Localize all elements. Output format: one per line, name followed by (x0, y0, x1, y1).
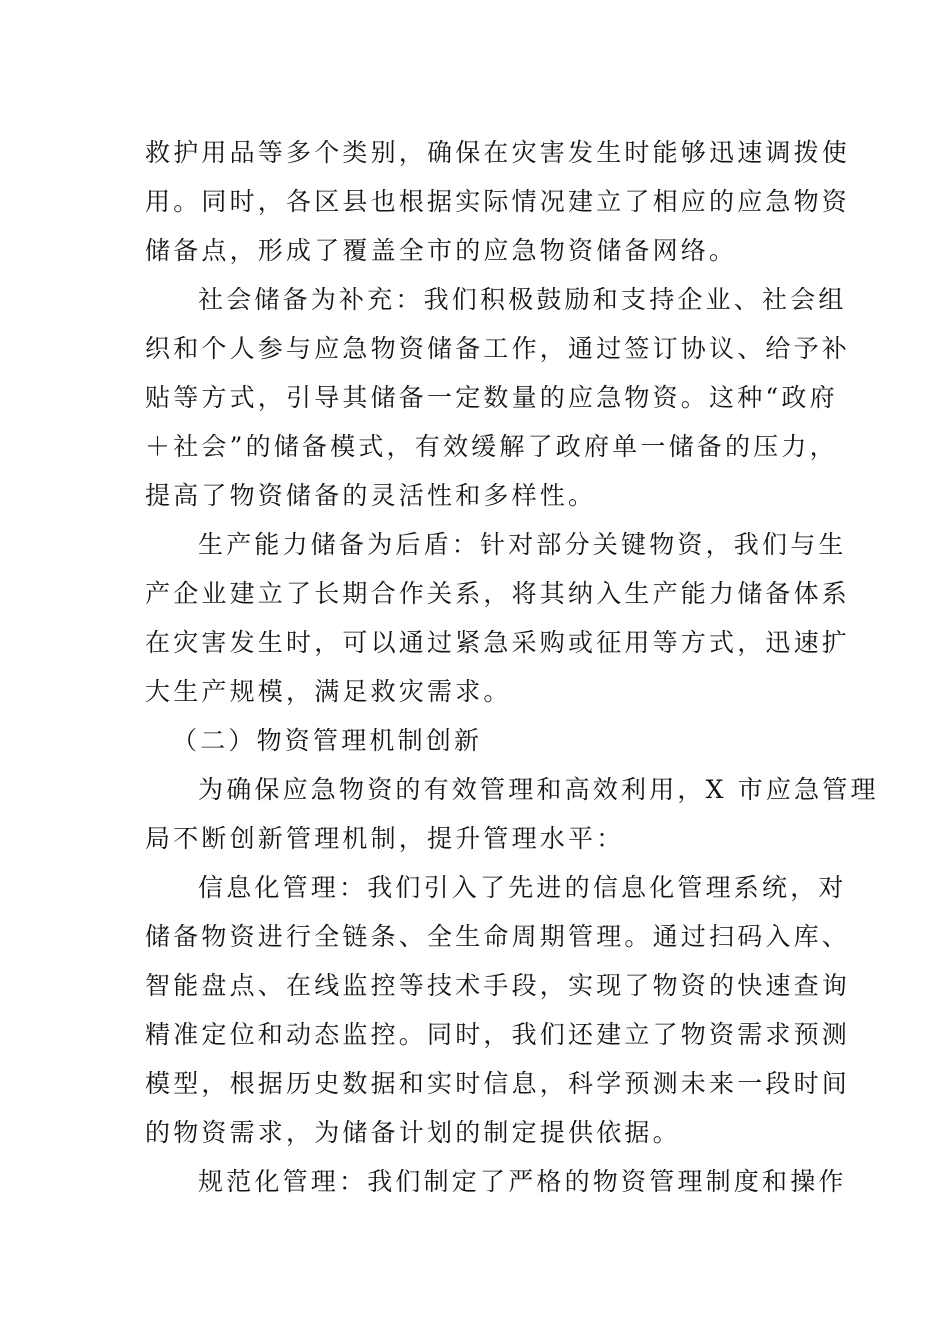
section-heading: （二）物资管理机制创新 (172, 726, 483, 755)
text-line: 局不断创新管理机制，提升管理水平： (145, 824, 625, 853)
text-line: 在灾害发生时，可以通过紧急采购或征用等方式，迅速扩 (145, 628, 851, 657)
paragraph-start-line: 信息化管理：我们引入了先进的信息化管理系统，对 (198, 873, 847, 902)
text-line: 模型，根据历史数据和实时信息，科学预测未来一段时间 (145, 1069, 851, 1098)
paragraph-start-line: 规范化管理：我们制定了严格的物资管理制度和操作 (198, 1167, 847, 1196)
text-line: 织和个人参与应急物资储备工作，通过签订协议、给予补 (145, 334, 851, 363)
text-line: 储备物资进行全链条、全生命周期管理。通过扫码入库、 (145, 922, 851, 951)
text-line: 用。同时，各区县也根据实际情况建立了相应的应急物资 (145, 187, 851, 216)
text-line: 产企业建立了长期合作关系，将其纳入生产能力储备体系 (145, 579, 851, 608)
text-line: 精准定位和动态监控。同时，我们还建立了物资需求预测 (145, 1020, 851, 1049)
text-line: 的物资需求，为储备计划的制定提供依据。 (145, 1118, 681, 1147)
text-line: 救护用品等多个类别，确保在灾害发生时能够迅速调拨使 (145, 138, 851, 167)
document-body (145, 128, 879, 1206)
text-line: ＋社会”的储备模式，有效缓解了政府单一储备的压力， (145, 432, 838, 461)
text-line: 大生产规模，满足救灾需求。 (145, 677, 512, 706)
text-line: 储备点，形成了覆盖全市的应急物资储备网络。 (145, 236, 738, 265)
text-line: 提高了物资储备的灵活性和多样性。 (145, 481, 597, 510)
text-line: 智能盘点、在线监控等技术手段，实现了物资的快速查询 (145, 971, 851, 1000)
text-line: 贴等方式，引导其储备一定数量的应急物资。这种“政府 (145, 383, 838, 412)
paragraph-start-line: 社会储备为补充：我们积极鼓励和支持企业、社会组 (198, 285, 847, 314)
paragraph-start-line: 为确保应急物资的有效管理和高效利用，X 市应急管理 (198, 775, 879, 804)
paragraph-start-line: 生产能力储备为后盾：针对部分关键物资，我们与生 (198, 530, 847, 559)
